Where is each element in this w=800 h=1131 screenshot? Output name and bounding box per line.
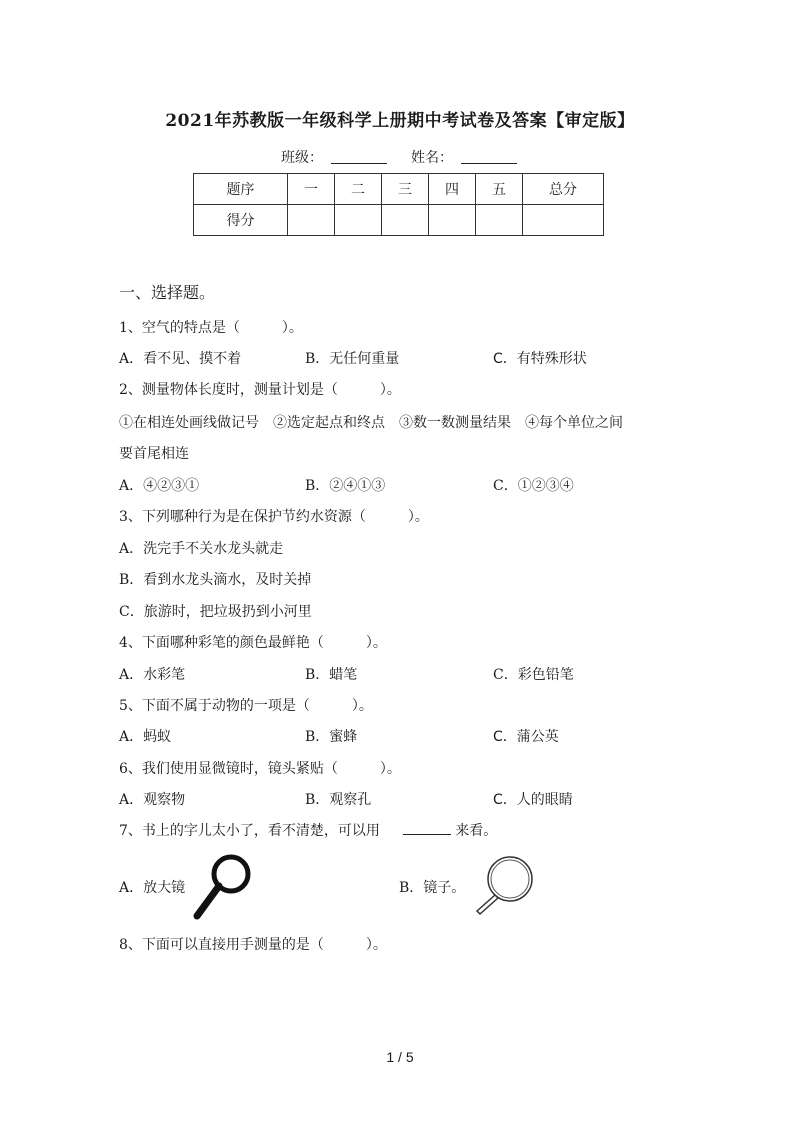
q2-plan-line-2: 要首尾相连 [119, 446, 189, 462]
q3-option-a[interactable]: A．洗完手不关水龙头就走 [119, 541, 284, 557]
score-entry[interactable] [429, 205, 476, 236]
q2-option-b[interactable]: B．②④①③ [305, 478, 386, 494]
student-info [281, 147, 519, 167]
score-cell: 总分 [523, 174, 604, 205]
name-label: 姓名： [411, 150, 453, 166]
score-entry[interactable] [382, 205, 429, 236]
score-cell: 五 [476, 174, 523, 205]
q2-plan-line-1: ①在相连处画线做记号 ②选定起点和终点 ③数一数测量结果 ④每个单位之间 [119, 415, 623, 431]
page-title: 2021年苏教版一年级科学上册期中考试卷及答案【审定版】 [165, 111, 635, 131]
score-table-score-row [194, 205, 604, 236]
score-entry[interactable] [476, 205, 523, 236]
section-heading: 一、选择题。 [119, 283, 216, 302]
q5-option-a[interactable]: A．蚂蚁 [119, 729, 172, 745]
question-6: 6、我们使用显微镜时，镜头紧贴（ ）。 [119, 761, 401, 777]
q5-option-b[interactable]: B．蜜蜂 [305, 729, 358, 745]
q7-stem-after: 来看。 [455, 823, 498, 839]
hand-mirror-icon [465, 851, 539, 921]
score-cell: 题序 [194, 174, 288, 205]
q4-option-c[interactable]: C．彩色铅笔 [493, 667, 574, 683]
score-cell: 一 [288, 174, 335, 205]
score-table-header-row [194, 174, 604, 205]
score-cell: 二 [335, 174, 382, 205]
magnifying-glass-icon [187, 850, 257, 922]
q1-option-b[interactable]: B．无任何重量 [305, 351, 400, 367]
score-cell: 三 [382, 174, 429, 205]
question-5: 5、下面不属于动物的一项是（ ）。 [119, 698, 373, 714]
question-4: 4、下面哪种彩笔的颜色最鲜艳（ ）。 [119, 635, 387, 651]
question-8: 8、下面可以直接用手测量的是（ ）。 [119, 937, 387, 953]
score-entry[interactable] [288, 205, 335, 236]
score-cell: 得分 [194, 205, 288, 236]
q6-option-a[interactable]: A．观察物 [119, 792, 186, 808]
q4-option-a[interactable]: A．水彩笔 [119, 667, 186, 683]
q3-option-b[interactable]: B．看到水龙头滴水，及时关掉 [119, 572, 312, 588]
score-cell: 四 [429, 174, 476, 205]
q7-stem-before: 7、书上的字儿太小了，看不清楚，可以用 [119, 823, 380, 839]
page-number: 1 / 5 [386, 1049, 414, 1065]
magnifier-solid-image [187, 850, 257, 922]
q6-option-b[interactable]: B．观察孔 [305, 792, 372, 808]
question-2: 2、测量物体长度时，测量计划是（ ）。 [119, 382, 401, 398]
q1-option-a[interactable]: A．看不见、摸不着 [119, 351, 242, 367]
name-blank[interactable] [461, 147, 517, 164]
q5-option-c[interactable]: C．蒲公英 [493, 729, 559, 745]
q7-answer-blank[interactable] [403, 820, 451, 835]
score-entry[interactable] [335, 205, 382, 236]
q4-option-b[interactable]: B．蜡笔 [305, 667, 358, 683]
q7-option-b[interactable]: B．镜子。 [399, 880, 466, 896]
q1-option-c[interactable]: C．有特殊形状 [493, 351, 587, 367]
class-label: 班级： [281, 150, 323, 166]
question-3: 3、下列哪种行为是在保护节约水资源（ ）。 [119, 509, 429, 525]
score-table [193, 173, 604, 236]
question-1: 1、空气的特点是（ ）。 [119, 320, 303, 336]
mirror-outline-image [465, 851, 539, 921]
q3-option-c[interactable]: C．旅游时，把垃圾扔到小河里 [119, 604, 312, 620]
question-7 [119, 820, 497, 840]
score-entry[interactable] [523, 205, 604, 236]
q2-option-a[interactable]: A．④②③① [119, 478, 200, 494]
q2-option-c[interactable]: C．①②③④ [493, 478, 574, 494]
q6-option-c[interactable]: C．人的眼睛 [493, 792, 573, 808]
q7-option-a[interactable]: A．放大镜 [119, 880, 186, 896]
class-blank[interactable] [331, 147, 387, 164]
